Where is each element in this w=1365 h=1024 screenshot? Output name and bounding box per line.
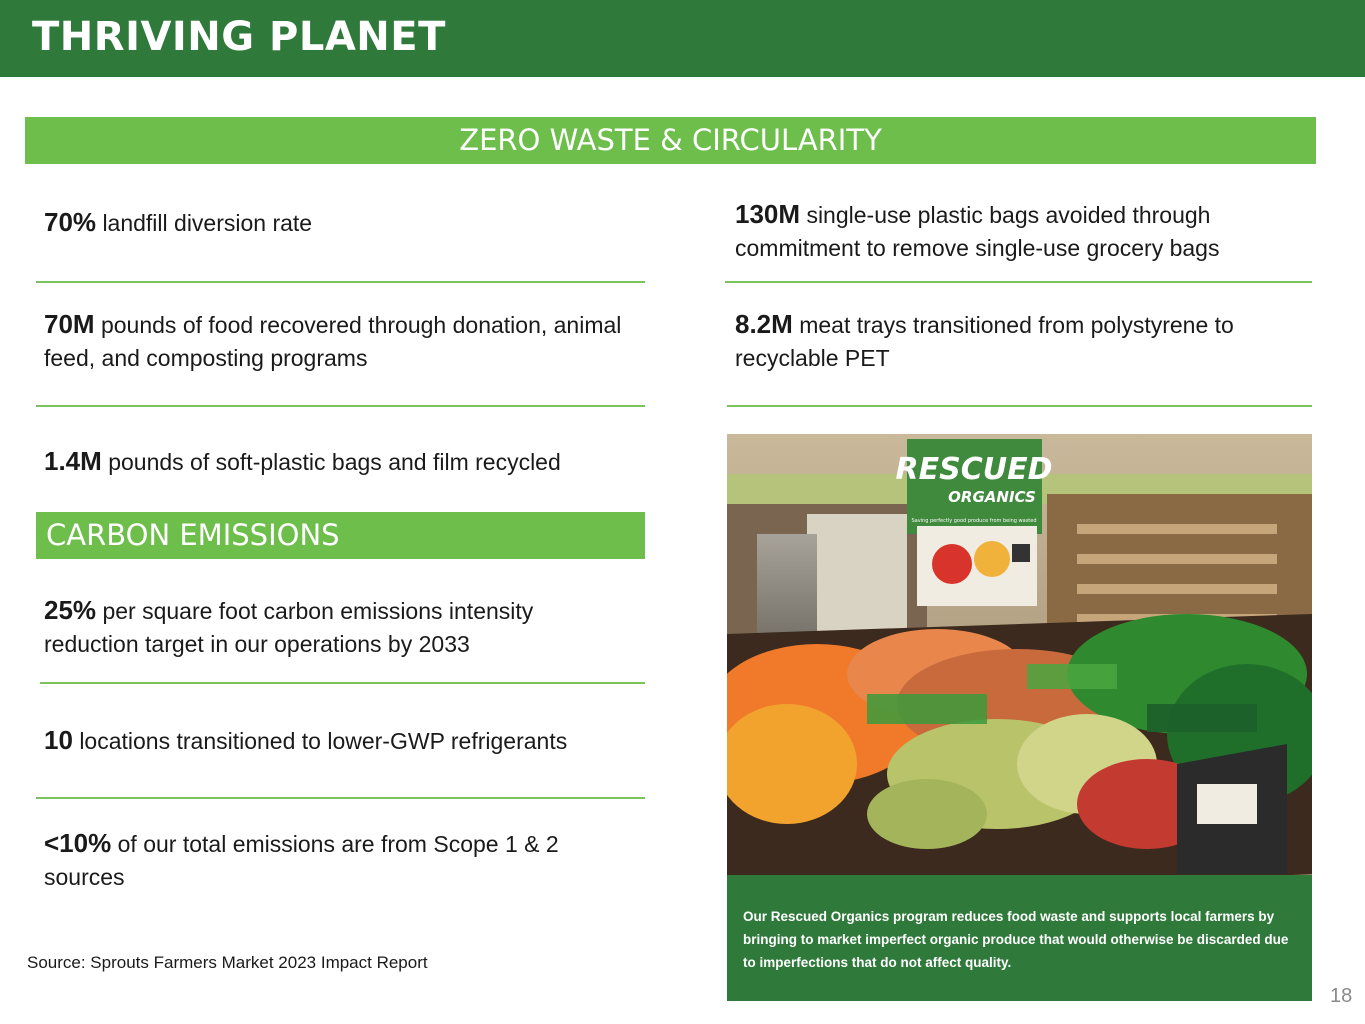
divider [36,797,645,799]
source-note: Source: Sprouts Farmers Market 2023 Impact Report [27,953,428,972]
section-heading-carbon: CARBON EMISSIONS [36,512,645,559]
stat-value: 25% [44,595,97,625]
stat-value: 8.2M [735,309,793,339]
stat-value: 130M [735,199,801,229]
stat-text: pounds of food recovered through donation, animal feed, and composting programs [44,312,622,371]
page-number: 18 [1330,985,1353,1007]
stat-text: locations transitioned to lower-GWP refrigerants [79,728,568,754]
photo-caption: Our Rescued Organics program reduces food waste and supports local farmers by bringing to market imperfect organic produce that would otherwise be discarded due to imperfections that do not affect quality. [727,875,1312,1001]
stat-carbon-intensity [44,594,634,661]
stat-value: 70% [44,207,97,237]
stat-text: landfill diversion rate [102,210,313,236]
section-heading-zero-waste: ZERO WASTE & CIRCULARITY [25,117,1316,164]
divider [40,682,645,684]
stat-soft-plastic [44,445,634,479]
sign-tagline: Saving perfectly good produce from being wasted [911,518,1037,524]
header-bar [0,0,1365,77]
stat-text: pounds of soft-plastic bags and film recycled [108,449,561,475]
stat-text: per square foot carbon emissions intensity reduction target in our operations by 2033 [44,598,534,657]
divider [727,405,1312,407]
stat-landfill-diversion [44,206,634,240]
stat-text: meat trays transitioned from polystyrene to recyclable PET [735,312,1234,371]
divider [36,281,645,283]
stat-meat-trays [735,308,1305,375]
stat-scope-emissions [44,827,634,894]
stat-value: 70M [44,309,95,339]
divider [36,405,645,407]
stat-plastic-bags-avoided [735,198,1305,265]
stat-value: 10 [44,725,73,755]
sign-subtitle: ORGANICS [948,488,1036,506]
sign-title: RESCUED [895,452,1053,487]
stat-value: 1.4M [44,446,102,476]
stat-food-recovered [44,308,634,375]
stat-text: single-use plastic bags avoided through commitment to remove single-use grocery bags [735,202,1220,261]
stat-value: <10% [44,828,112,858]
divider [725,281,1312,283]
stat-text: of our total emissions are from Scope 1 & 2 sources [44,831,559,890]
stat-refrigerants [44,724,634,758]
page-title: THRIVING PLANET [32,14,446,60]
